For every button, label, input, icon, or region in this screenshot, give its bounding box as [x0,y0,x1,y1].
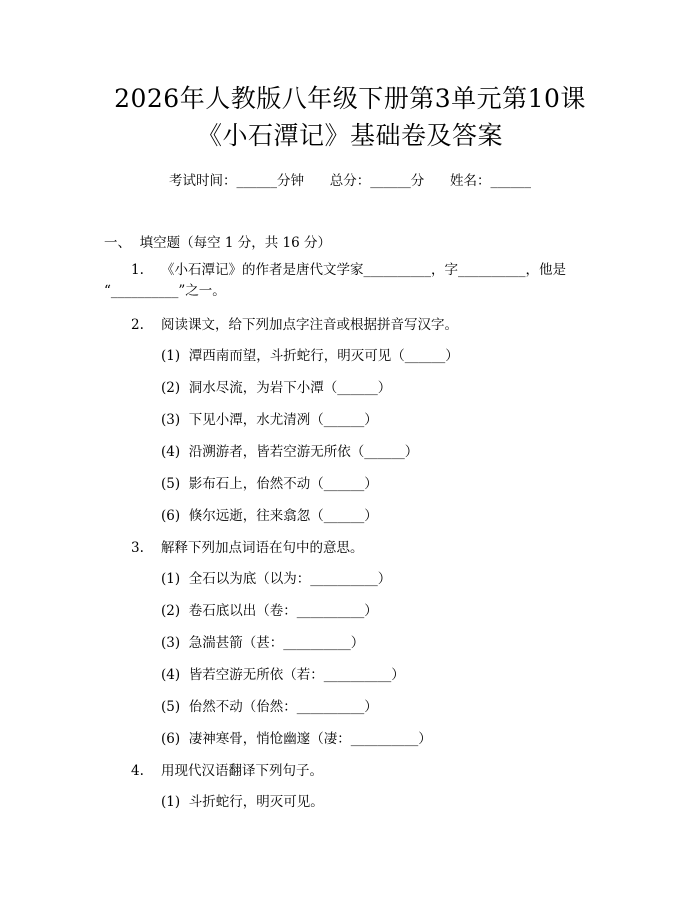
sub-question: (3) 急湍甚箭（甚：__________） [161,635,365,651]
sub-question: (4) 皆若空游无所依（若：__________） [161,667,405,683]
exam-info-line: 考试时间：______分钟 总分：______分 姓名：______ [169,173,531,189]
question-text: 用现代汉语翻译下列句子。 [161,763,323,779]
sub-question: (5) 佁然不动（佁然：__________） [161,699,378,715]
sub-question: (2) 卷石底以出（卷：__________） [161,603,378,619]
sub-question: (6) 凄神寒骨，悄怆幽邃（凄：__________） [161,731,432,747]
document-title-line-1: 2026年人教版八年级下册第3单元第10课 [114,84,586,113]
question-text: 《小石潭记》的作者是唐代文学家__________，字__________，他是 [161,262,566,278]
sub-question: (4) 沿溯游者，皆若空游无所依（______） [161,444,419,460]
question-number: 1. [131,262,144,278]
sub-question: (1) 斗折蛇行，明灭可见。 [161,794,324,810]
sub-question: (1) 全石以为底（以为：__________） [161,571,392,587]
document-title-line-2: 《小石潭记》基础卷及答案 [196,121,503,150]
question-text: 阅读课文，给下列加点字注音或根据拼音写汉字。 [161,317,458,333]
question-number: 2. [131,317,144,333]
sub-question: (3) 下见小潭，水尤清冽（______） [161,412,378,428]
question-number: 3. [131,540,144,556]
question-text: 解释下列加点词语在句中的意思。 [161,540,364,556]
sub-question: (5) 影布石上，佁然不动（______） [161,476,378,492]
sub-question: (1) 潭西南而望，斗折蛇行，明灭可见（______） [161,348,459,364]
question-number: 4. [131,763,144,779]
question-text-continued: “__________”之一。 [104,283,226,299]
section-heading: 一、 填空题（每空 1 分，共 16 分） [104,235,332,251]
sub-question: (6) 倏尔远逝，往来翕忽（______） [161,508,378,524]
sub-question: (2) 洞水尽流，为岩下小潭（______） [161,380,392,396]
